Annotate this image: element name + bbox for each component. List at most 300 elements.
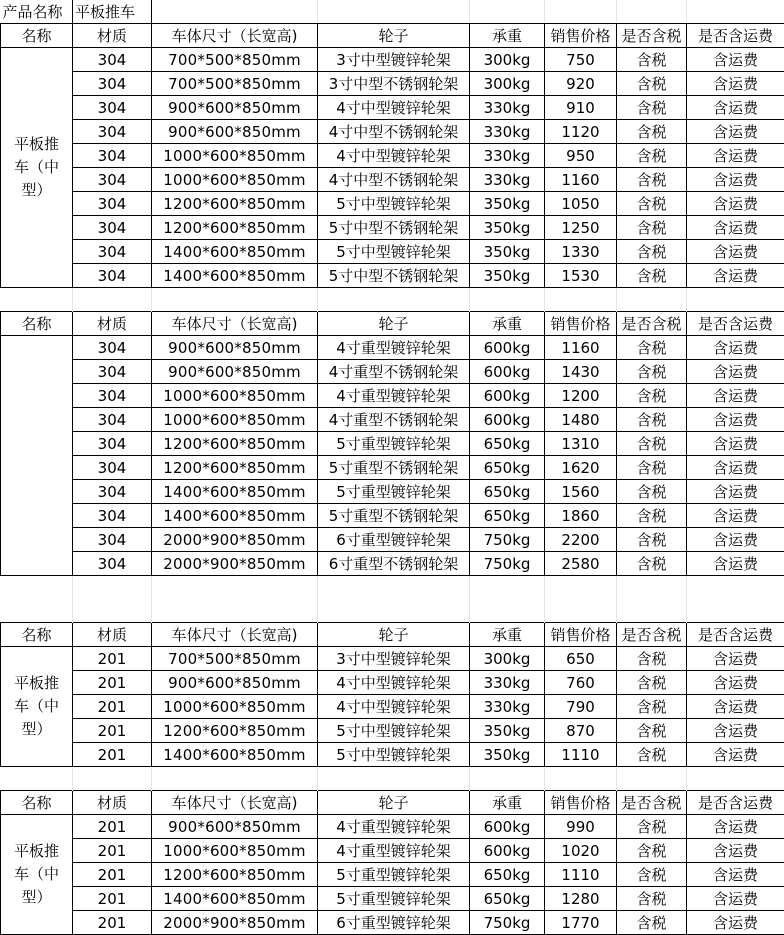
cell-price[interactable]: 1110 bbox=[545, 863, 617, 887]
header-price[interactable]: 销售价格 bbox=[545, 312, 617, 336]
cell-size[interactable]: 1400*600*850mm bbox=[152, 887, 318, 911]
cell-size[interactable]: 700*500*850mm bbox=[152, 48, 318, 72]
empty-cell[interactable] bbox=[470, 576, 545, 600]
cell-material[interactable]: 304 bbox=[73, 120, 152, 144]
cell-shipping[interactable]: 含运费 bbox=[687, 743, 784, 767]
cell-load[interactable]: 650kg bbox=[470, 887, 545, 911]
table-row bbox=[1, 671, 784, 695]
cell-load[interactable]: 350kg bbox=[470, 192, 545, 216]
cell-size[interactable]: 1200*600*850mm bbox=[152, 432, 318, 456]
cell-load[interactable]: 750kg bbox=[470, 552, 545, 576]
cell-size[interactable]: 1000*600*850mm bbox=[152, 408, 318, 432]
cell-material[interactable]: 304 bbox=[73, 384, 152, 408]
cell-size[interactable]: 1400*600*850mm bbox=[152, 240, 318, 264]
cell-wheel[interactable]: 5寸中型镀锌轮架 bbox=[318, 192, 470, 216]
cell-wheel[interactable]: 4寸中型镀锌轮架 bbox=[318, 144, 470, 168]
cell-load[interactable]: 750kg bbox=[470, 911, 545, 935]
cell-load[interactable]: 350kg bbox=[470, 264, 545, 288]
cell-material[interactable]: 304 bbox=[73, 336, 152, 360]
cell-material[interactable]: 201 bbox=[73, 647, 152, 671]
cell-wheel[interactable]: 5寸重型镀锌轮架 bbox=[318, 863, 470, 887]
cell-shipping[interactable]: 含运费 bbox=[687, 815, 784, 839]
empty-cell[interactable] bbox=[1, 767, 73, 791]
cell-price[interactable]: 910 bbox=[545, 96, 617, 120]
cell-material[interactable]: 201 bbox=[73, 863, 152, 887]
cell-size[interactable]: 1400*600*850mm bbox=[152, 743, 318, 767]
cell-material[interactable]: 304 bbox=[73, 552, 152, 576]
empty-cell[interactable] bbox=[545, 599, 617, 623]
header-tax[interactable]: 是否含税 bbox=[617, 312, 687, 336]
cell-load[interactable]: 350kg bbox=[470, 719, 545, 743]
cell-load[interactable]: 600kg bbox=[470, 839, 545, 863]
cell-tax[interactable]: 含税 bbox=[617, 192, 687, 216]
cell-material[interactable]: 304 bbox=[73, 96, 152, 120]
header-tax[interactable]: 是否含税 bbox=[617, 623, 687, 647]
cell-price[interactable]: 950 bbox=[545, 144, 617, 168]
cell-material[interactable]: 304 bbox=[73, 192, 152, 216]
cell-wheel[interactable]: 5寸中型镀锌轮架 bbox=[318, 240, 470, 264]
empty-cell[interactable] bbox=[73, 767, 152, 791]
empty-cell[interactable] bbox=[545, 576, 617, 600]
empty-cell[interactable] bbox=[545, 0, 617, 24]
cell-wheel[interactable]: 5寸重型不锈钢轮架 bbox=[318, 456, 470, 480]
empty-cell[interactable] bbox=[1, 599, 73, 623]
cell-shipping[interactable]: 含运费 bbox=[687, 168, 784, 192]
cell-material[interactable]: 201 bbox=[73, 743, 152, 767]
cell-size[interactable]: 1200*600*850mm bbox=[152, 456, 318, 480]
header-size[interactable]: 车体尺寸（长宽高) bbox=[152, 312, 318, 336]
empty-cell[interactable] bbox=[318, 576, 470, 600]
cell-load[interactable]: 300kg bbox=[470, 72, 545, 96]
empty-cell[interactable] bbox=[687, 288, 784, 312]
cell-wheel[interactable]: 5寸中型不锈钢轮架 bbox=[318, 264, 470, 288]
header-price[interactable]: 销售价格 bbox=[545, 791, 617, 815]
cell-wheel[interactable]: 5寸重型镀锌轮架 bbox=[318, 480, 470, 504]
cell-load[interactable]: 600kg bbox=[470, 815, 545, 839]
cell-load[interactable]: 330kg bbox=[470, 695, 545, 719]
cell-material[interactable]: 201 bbox=[73, 839, 152, 863]
cell-material[interactable]: 304 bbox=[73, 240, 152, 264]
empty-cell[interactable] bbox=[1, 576, 73, 600]
category-name-cell[interactable] bbox=[1, 336, 73, 576]
cell-size[interactable]: 1000*600*850mm bbox=[152, 144, 318, 168]
cell-price[interactable]: 650 bbox=[545, 647, 617, 671]
header-shipping[interactable]: 是否含运费 bbox=[687, 312, 784, 336]
empty-cell[interactable] bbox=[470, 599, 545, 623]
cell-material[interactable]: 304 bbox=[73, 528, 152, 552]
cell-size[interactable]: 900*600*850mm bbox=[152, 96, 318, 120]
empty-cell[interactable] bbox=[73, 288, 152, 312]
cell-shipping[interactable]: 含运费 bbox=[687, 456, 784, 480]
empty-cell[interactable] bbox=[1, 288, 73, 312]
cell-shipping[interactable]: 含运费 bbox=[687, 528, 784, 552]
cell-tax[interactable]: 含税 bbox=[617, 815, 687, 839]
cell-size[interactable]: 1200*600*850mm bbox=[152, 216, 318, 240]
table-row bbox=[1, 48, 784, 72]
empty-cell[interactable] bbox=[545, 767, 617, 791]
empty-cell[interactable] bbox=[152, 288, 318, 312]
cell-shipping[interactable]: 含运费 bbox=[687, 96, 784, 120]
cell-material[interactable]: 304 bbox=[73, 168, 152, 192]
cell-shipping[interactable]: 含运费 bbox=[687, 719, 784, 743]
cell-load[interactable]: 350kg bbox=[470, 216, 545, 240]
cell-tax[interactable]: 含税 bbox=[617, 336, 687, 360]
cell-price[interactable]: 1250 bbox=[545, 216, 617, 240]
cell-price[interactable]: 1200 bbox=[545, 384, 617, 408]
cell-load[interactable]: 330kg bbox=[470, 671, 545, 695]
cell-material[interactable]: 201 bbox=[73, 887, 152, 911]
cell-wheel[interactable]: 5寸重型镀锌轮架 bbox=[318, 887, 470, 911]
cell-wheel[interactable]: 4寸重型镀锌轮架 bbox=[318, 384, 470, 408]
cell-load[interactable]: 650kg bbox=[470, 456, 545, 480]
header-shipping[interactable]: 是否含运费 bbox=[687, 791, 784, 815]
table-row bbox=[1, 552, 784, 576]
cell-shipping[interactable]: 含运费 bbox=[687, 360, 784, 384]
cell-price[interactable]: 2580 bbox=[545, 552, 617, 576]
header-name[interactable]: 名称 bbox=[1, 623, 73, 647]
cell-price[interactable]: 790 bbox=[545, 695, 617, 719]
cell-tax[interactable]: 含税 bbox=[617, 96, 687, 120]
cell-shipping[interactable]: 含运费 bbox=[687, 72, 784, 96]
cell-size[interactable]: 1400*600*850mm bbox=[152, 264, 318, 288]
table-row bbox=[1, 528, 784, 552]
cell-size[interactable]: 1200*600*850mm bbox=[152, 719, 318, 743]
empty-cell[interactable] bbox=[318, 0, 470, 24]
cell-material[interactable]: 304 bbox=[73, 480, 152, 504]
cell-tax[interactable]: 含税 bbox=[617, 743, 687, 767]
cell-price[interactable]: 1530 bbox=[545, 264, 617, 288]
cell-tax[interactable]: 含税 bbox=[617, 144, 687, 168]
cell-shipping[interactable]: 含运费 bbox=[687, 144, 784, 168]
cell-price[interactable]: 1160 bbox=[545, 168, 617, 192]
table-row bbox=[1, 911, 784, 935]
header-load[interactable]: 承重 bbox=[470, 312, 545, 336]
cell-wheel[interactable]: 5寸重型镀锌轮架 bbox=[318, 432, 470, 456]
cell-shipping[interactable]: 含运费 bbox=[687, 839, 784, 863]
empty-cell[interactable] bbox=[545, 288, 617, 312]
cell-wheel[interactable]: 4寸重型不锈钢轮架 bbox=[318, 408, 470, 432]
cell-tax[interactable]: 含税 bbox=[617, 671, 687, 695]
cell-load[interactable]: 600kg bbox=[470, 408, 545, 432]
empty-cell[interactable] bbox=[617, 576, 687, 600]
cell-wheel[interactable]: 6寸重型不锈钢轮架 bbox=[318, 552, 470, 576]
header-name[interactable]: 名称 bbox=[1, 24, 73, 48]
cell-wheel[interactable]: 6寸重型镀锌轮架 bbox=[318, 911, 470, 935]
cell-load[interactable]: 600kg bbox=[470, 360, 545, 384]
cell-load[interactable]: 330kg bbox=[470, 168, 545, 192]
cell-wheel[interactable]: 4寸中型不锈钢轮架 bbox=[318, 168, 470, 192]
cell-material[interactable]: 304 bbox=[73, 144, 152, 168]
cell-shipping[interactable]: 含运费 bbox=[687, 887, 784, 911]
cell-shipping[interactable]: 含运费 bbox=[687, 552, 784, 576]
empty-cell[interactable] bbox=[318, 767, 470, 791]
cell-shipping[interactable]: 含运费 bbox=[687, 216, 784, 240]
header-tax[interactable]: 是否含税 bbox=[617, 24, 687, 48]
header-size[interactable]: 车体尺寸（长宽高) bbox=[152, 623, 318, 647]
cell-size[interactable]: 1000*600*850mm bbox=[152, 839, 318, 863]
cell-price[interactable]: 920 bbox=[545, 72, 617, 96]
cell-tax[interactable]: 含税 bbox=[617, 552, 687, 576]
cell-price[interactable]: 1050 bbox=[545, 192, 617, 216]
cell-shipping[interactable]: 含运费 bbox=[687, 480, 784, 504]
cell-price[interactable]: 1310 bbox=[545, 432, 617, 456]
empty-cell[interactable] bbox=[617, 767, 687, 791]
cell-tax[interactable]: 含税 bbox=[617, 863, 687, 887]
empty-cell[interactable] bbox=[470, 767, 545, 791]
cell-wheel[interactable]: 4寸中型镀锌轮架 bbox=[318, 96, 470, 120]
header-wheel[interactable]: 轮子 bbox=[318, 623, 470, 647]
cell-price[interactable]: 1160 bbox=[545, 336, 617, 360]
header-price[interactable]: 销售价格 bbox=[545, 24, 617, 48]
cell-wheel[interactable]: 4寸中型镀锌轮架 bbox=[318, 695, 470, 719]
table-row bbox=[1, 96, 784, 120]
cell-load[interactable]: 300kg bbox=[470, 48, 545, 72]
cell-shipping[interactable]: 含运费 bbox=[687, 647, 784, 671]
cell-size[interactable]: 1000*600*850mm bbox=[152, 168, 318, 192]
empty-cell[interactable] bbox=[318, 599, 470, 623]
empty-cell[interactable] bbox=[687, 0, 784, 24]
cell-wheel[interactable]: 4寸重型镀锌轮架 bbox=[318, 815, 470, 839]
header-price[interactable]: 销售价格 bbox=[545, 623, 617, 647]
cell-price[interactable]: 990 bbox=[545, 815, 617, 839]
cell-shipping[interactable]: 含运费 bbox=[687, 408, 784, 432]
cell-load[interactable]: 600kg bbox=[470, 384, 545, 408]
cell-material[interactable]: 304 bbox=[73, 456, 152, 480]
empty-cell[interactable] bbox=[617, 0, 687, 24]
cell-shipping[interactable]: 含运费 bbox=[687, 695, 784, 719]
cell-material[interactable]: 201 bbox=[73, 671, 152, 695]
empty-cell[interactable] bbox=[73, 599, 152, 623]
cell-load[interactable]: 600kg bbox=[470, 336, 545, 360]
cell-wheel[interactable]: 4寸中型镀锌轮架 bbox=[318, 671, 470, 695]
cell-tax[interactable]: 含税 bbox=[617, 456, 687, 480]
cell-price[interactable]: 2200 bbox=[545, 528, 617, 552]
cell-load[interactable]: 650kg bbox=[470, 432, 545, 456]
cell-shipping[interactable]: 含运费 bbox=[687, 384, 784, 408]
header-material[interactable]: 材质 bbox=[73, 312, 152, 336]
cell-size[interactable]: 900*600*850mm bbox=[152, 120, 318, 144]
cell-tax[interactable]: 含税 bbox=[617, 887, 687, 911]
header-load[interactable]: 承重 bbox=[470, 24, 545, 48]
category-name-cell[interactable]: 平板推车（中型） bbox=[1, 48, 73, 288]
cell-load[interactable]: 650kg bbox=[470, 863, 545, 887]
cell-shipping[interactable]: 含运费 bbox=[687, 336, 784, 360]
table-row bbox=[1, 336, 784, 360]
product-label-cell[interactable]: 产品名称 bbox=[1, 0, 73, 24]
cell-size[interactable]: 900*600*850mm bbox=[152, 671, 318, 695]
cell-wheel[interactable]: 4寸中型不锈钢轮架 bbox=[318, 120, 470, 144]
empty-cell[interactable] bbox=[470, 0, 545, 24]
header-size[interactable]: 车体尺寸（长宽高) bbox=[152, 791, 318, 815]
cell-price[interactable]: 1560 bbox=[545, 480, 617, 504]
cell-size[interactable]: 900*600*850mm bbox=[152, 815, 318, 839]
cell-price[interactable]: 1330 bbox=[545, 240, 617, 264]
cell-tax[interactable]: 含税 bbox=[617, 120, 687, 144]
header-size[interactable]: 车体尺寸（长宽高) bbox=[152, 24, 318, 48]
header-material[interactable]: 材质 bbox=[73, 24, 152, 48]
empty-cell[interactable] bbox=[152, 0, 318, 24]
cell-shipping[interactable]: 含运费 bbox=[687, 264, 784, 288]
cell-wheel[interactable]: 5寸中型镀锌轮架 bbox=[318, 743, 470, 767]
cell-material[interactable]: 304 bbox=[73, 48, 152, 72]
empty-cell[interactable] bbox=[687, 599, 784, 623]
cell-wheel[interactable]: 6寸重型镀锌轮架 bbox=[318, 528, 470, 552]
cell-price[interactable]: 1280 bbox=[545, 887, 617, 911]
cell-tax[interactable]: 含税 bbox=[617, 719, 687, 743]
header-wheel[interactable]: 轮子 bbox=[318, 24, 470, 48]
cell-price[interactable]: 1620 bbox=[545, 456, 617, 480]
cell-tax[interactable]: 含税 bbox=[617, 360, 687, 384]
header-name[interactable]: 名称 bbox=[1, 791, 73, 815]
cell-tax[interactable]: 含税 bbox=[617, 264, 687, 288]
cell-tax[interactable]: 含税 bbox=[617, 695, 687, 719]
empty-cell[interactable] bbox=[617, 599, 687, 623]
empty-cell[interactable] bbox=[152, 599, 318, 623]
cell-material[interactable]: 201 bbox=[73, 695, 152, 719]
cell-wheel[interactable]: 4寸重型镀锌轮架 bbox=[318, 839, 470, 863]
cell-price[interactable]: 1860 bbox=[545, 504, 617, 528]
cell-price[interactable]: 760 bbox=[545, 671, 617, 695]
cell-size[interactable]: 700*500*850mm bbox=[152, 647, 318, 671]
empty-cell[interactable] bbox=[318, 288, 470, 312]
empty-cell[interactable] bbox=[73, 576, 152, 600]
cell-shipping[interactable]: 含运费 bbox=[687, 192, 784, 216]
cell-material[interactable]: 304 bbox=[73, 216, 152, 240]
cell-tax[interactable]: 含税 bbox=[617, 240, 687, 264]
cell-size[interactable]: 1000*600*850mm bbox=[152, 695, 318, 719]
cell-tax[interactable]: 含税 bbox=[617, 480, 687, 504]
cell-tax[interactable]: 含税 bbox=[617, 647, 687, 671]
empty-cell[interactable] bbox=[687, 576, 784, 600]
table-row bbox=[1, 647, 784, 671]
cell-price[interactable]: 1770 bbox=[545, 911, 617, 935]
category-name-cell[interactable]: 平板推车（中型） bbox=[1, 815, 73, 935]
header-load[interactable]: 承重 bbox=[470, 791, 545, 815]
cell-tax[interactable]: 含税 bbox=[617, 911, 687, 935]
header-material[interactable]: 材质 bbox=[73, 791, 152, 815]
cell-price[interactable]: 750 bbox=[545, 48, 617, 72]
cell-shipping[interactable]: 含运费 bbox=[687, 911, 784, 935]
cell-load[interactable]: 330kg bbox=[470, 96, 545, 120]
cell-material[interactable]: 201 bbox=[73, 911, 152, 935]
cell-size[interactable]: 2000*900*850mm bbox=[152, 552, 318, 576]
cell-tax[interactable]: 含税 bbox=[617, 528, 687, 552]
cell-size[interactable]: 700*500*850mm bbox=[152, 72, 318, 96]
cell-shipping[interactable]: 含运费 bbox=[687, 240, 784, 264]
cell-material[interactable]: 304 bbox=[73, 408, 152, 432]
cell-material[interactable]: 201 bbox=[73, 815, 152, 839]
cell-price[interactable]: 1110 bbox=[545, 743, 617, 767]
cell-shipping[interactable]: 含运费 bbox=[687, 671, 784, 695]
cell-size[interactable]: 2000*900*850mm bbox=[152, 911, 318, 935]
cell-shipping[interactable]: 含运费 bbox=[687, 48, 784, 72]
cell-size[interactable]: 900*600*850mm bbox=[152, 360, 318, 384]
empty-cell[interactable] bbox=[152, 767, 318, 791]
blank-row bbox=[1, 599, 784, 623]
cell-tax[interactable]: 含税 bbox=[617, 48, 687, 72]
cell-material[interactable]: 304 bbox=[73, 264, 152, 288]
cell-size[interactable]: 1200*600*850mm bbox=[152, 863, 318, 887]
cell-shipping[interactable]: 含运费 bbox=[687, 863, 784, 887]
product-name-cell[interactable]: 平板推车 bbox=[73, 0, 152, 24]
cell-load[interactable]: 650kg bbox=[470, 504, 545, 528]
cell-tax[interactable]: 含税 bbox=[617, 504, 687, 528]
cell-load[interactable]: 300kg bbox=[470, 647, 545, 671]
blank-row bbox=[1, 576, 784, 600]
cell-tax[interactable]: 含税 bbox=[617, 168, 687, 192]
header-wheel[interactable]: 轮子 bbox=[318, 791, 470, 815]
cell-price[interactable]: 1480 bbox=[545, 408, 617, 432]
cell-material[interactable]: 201 bbox=[73, 719, 152, 743]
cell-wheel[interactable]: 5寸中型镀锌轮架 bbox=[318, 719, 470, 743]
empty-cell[interactable] bbox=[152, 576, 318, 600]
cell-tax[interactable]: 含税 bbox=[617, 839, 687, 863]
cell-material[interactable]: 304 bbox=[73, 432, 152, 456]
cell-price[interactable]: 1020 bbox=[545, 839, 617, 863]
cell-shipping[interactable]: 含运费 bbox=[687, 120, 784, 144]
cell-material[interactable]: 304 bbox=[73, 72, 152, 96]
cell-load[interactable]: 350kg bbox=[470, 240, 545, 264]
cell-size[interactable]: 1400*600*850mm bbox=[152, 480, 318, 504]
cell-wheel[interactable]: 3寸中型镀锌轮架 bbox=[318, 647, 470, 671]
cell-load[interactable]: 350kg bbox=[470, 743, 545, 767]
cell-price[interactable]: 870 bbox=[545, 719, 617, 743]
header-name[interactable]: 名称 bbox=[1, 312, 73, 336]
cell-load[interactable]: 750kg bbox=[470, 528, 545, 552]
cell-wheel[interactable]: 4寸重型镀锌轮架 bbox=[318, 336, 470, 360]
cell-shipping[interactable]: 含运费 bbox=[687, 504, 784, 528]
cell-load[interactable]: 330kg bbox=[470, 120, 545, 144]
header-shipping[interactable]: 是否含运费 bbox=[687, 623, 784, 647]
empty-cell[interactable] bbox=[687, 767, 784, 791]
cell-material[interactable]: 304 bbox=[73, 504, 152, 528]
cell-size[interactable]: 1000*600*850mm bbox=[152, 384, 318, 408]
cell-size[interactable]: 1400*600*850mm bbox=[152, 504, 318, 528]
header-row bbox=[1, 24, 784, 48]
empty-cell[interactable] bbox=[470, 288, 545, 312]
cell-size[interactable]: 1200*600*850mm bbox=[152, 192, 318, 216]
cell-price[interactable]: 1120 bbox=[545, 120, 617, 144]
cell-tax[interactable]: 含税 bbox=[617, 384, 687, 408]
cell-tax[interactable]: 含税 bbox=[617, 72, 687, 96]
table-row bbox=[1, 72, 784, 96]
cell-wheel[interactable]: 3寸中型不锈钢轮架 bbox=[318, 72, 470, 96]
header-load[interactable]: 承重 bbox=[470, 623, 545, 647]
header-tax[interactable]: 是否含税 bbox=[617, 791, 687, 815]
table-row bbox=[1, 120, 784, 144]
cell-size[interactable]: 900*600*850mm bbox=[152, 336, 318, 360]
cell-load[interactable]: 330kg bbox=[470, 144, 545, 168]
header-material[interactable]: 材质 bbox=[73, 623, 152, 647]
cell-tax[interactable]: 含税 bbox=[617, 408, 687, 432]
cell-size[interactable]: 2000*900*850mm bbox=[152, 528, 318, 552]
cell-price[interactable]: 1430 bbox=[545, 360, 617, 384]
cell-shipping[interactable]: 含运费 bbox=[687, 432, 784, 456]
header-shipping[interactable]: 是否含运费 bbox=[687, 24, 784, 48]
cell-material[interactable]: 304 bbox=[73, 360, 152, 384]
cell-tax[interactable]: 含税 bbox=[617, 216, 687, 240]
empty-cell[interactable] bbox=[617, 288, 687, 312]
cell-load[interactable]: 650kg bbox=[470, 480, 545, 504]
category-name-cell[interactable]: 平板推车（中型） bbox=[1, 647, 73, 767]
cell-tax[interactable]: 含税 bbox=[617, 432, 687, 456]
cell-wheel[interactable]: 3寸中型镀锌轮架 bbox=[318, 48, 470, 72]
cell-wheel[interactable]: 5寸中型不锈钢轮架 bbox=[318, 216, 470, 240]
table-row bbox=[1, 144, 784, 168]
cell-wheel[interactable]: 5寸重型不锈钢轮架 bbox=[318, 504, 470, 528]
header-wheel[interactable]: 轮子 bbox=[318, 312, 470, 336]
cell-wheel[interactable]: 4寸重型不锈钢轮架 bbox=[318, 360, 470, 384]
